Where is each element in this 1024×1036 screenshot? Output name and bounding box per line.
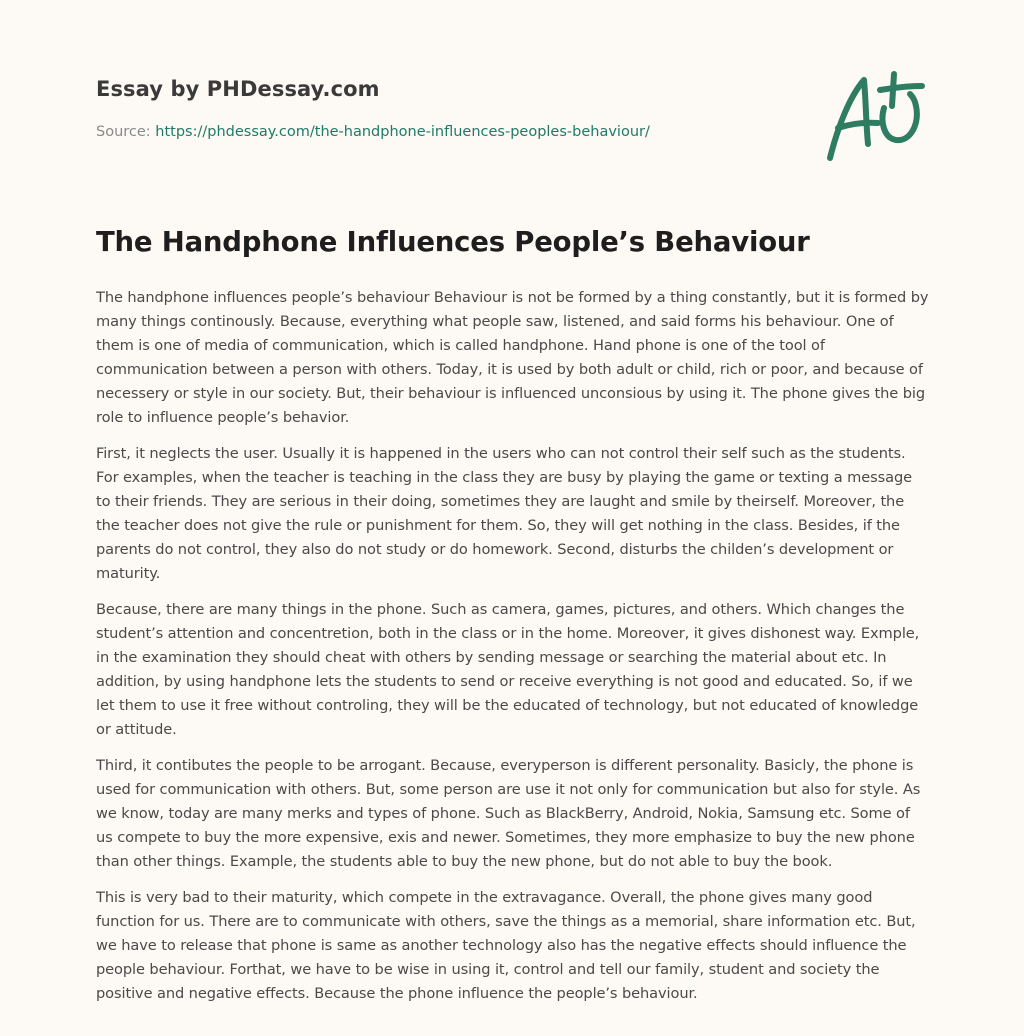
- essay-paragraph: This is very bad to their maturity, which compete in the extravagance. Overall, the phone gives many good function for us. There are to communicate with others, save the things as a memorial, share information etc. But, we have to release that phone is same as another technology also has the negative effects should influence the people behaviour. Forthat, we have to be wise in using it, control and tell our family, student and society the positive and negative effects. Because the phone influence the people’s behaviour.: [96, 889, 916, 1002]
- source-label: Source:: [96, 124, 151, 140]
- essay-paragraph: The handphone influences people’s behaviour Behaviour is not be formed by a thing constantly, but it is formed by many things continously. Because, everything what people saw, listened, and said forms his behaviour. One of them is one of media of communication, which is called handphone. Hand phone is one of the tool of communication between a person with others. Today, it is used by both adult or child, rich or poor, and because of necessery or style in our society. But, their behaviour is influenced unconsious by using it. The phone gives the big role to influence people’s behavior.: [96, 289, 929, 426]
- essay-body: [96, 286, 930, 1018]
- source-line: [96, 124, 650, 140]
- essay-paragraph: Third, it contibutes the people to be arrogant. Because, everyperson is different personality. Basicly, the phone is used for communication with others. But, some person are use it not only for communication but also for style. As we know, today are many merks and types of phone. Such as BlackBerry, Android, Nokia, Samsung etc. Some of us compete to buy the more expensive, exis and newer. Sometimes, they more emphasize to buy the new phone than other things. Example, the students able to buy the new phone, but do not able to buy the book.: [96, 757, 921, 870]
- source-link[interactable]: https://phdessay.com/the-handphone-influences-peoples-behaviour/: [155, 124, 650, 140]
- essay-paragraph: Because, there are many things in the phone. Such as camera, games, pictures, and others. Which changes the student’s attention and concentretion, both in the class or in the home. Moreover, it gives dishonest way. Exmple, in the examination they should cheat with others by sending message or searching the material about etc. In addition, by using handphone lets the students to send or receive everything is not good and educated. So, if we let them to use it free without controling, they will be the educated of technology, but not educated of knowledge or attitude.: [96, 601, 920, 738]
- essay-title: The Handphone Influences People’s Behaviour: [96, 226, 810, 258]
- a-plus-logo-icon: [820, 66, 932, 166]
- essay-paragraph: First, it neglects the user. Usually it is happened in the users who can not control their self such as the students. For examples, when the teacher is teaching in the class they are busy by playing the game or texting a message to their friends. They are serious in their doing, sometimes they are laught and smile by theirself. Moreover, the the teacher does not give the rule or punishment for them. So, they will get nothing in the class. Besides, if the parents do not control, they also do not study or do homework. Second, disturbs the childen’s development or maturity.: [96, 445, 913, 582]
- site-title: Essay by PHDessay.com: [96, 77, 380, 101]
